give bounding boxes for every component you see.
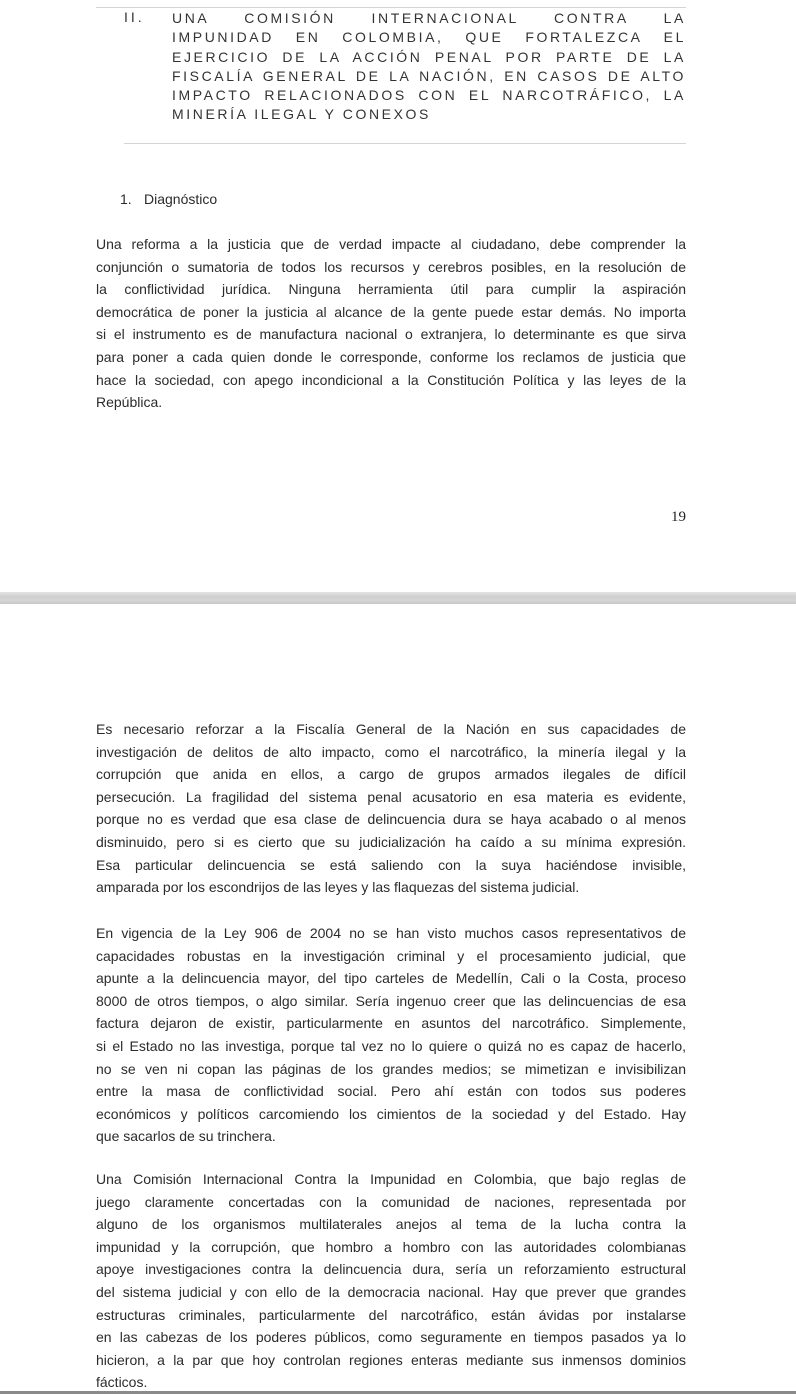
paragraph-comision xyxy=(96,1168,686,1394)
paragraph-ley-906 xyxy=(96,922,686,1148)
text-line: del sistema judicial y con ello de la democracia nacional. Hay que prever que grandes xyxy=(96,1283,686,1300)
text-line: Una reforma a la justicia que de verdad impacte al ciudadano, debe comprender la xyxy=(96,236,686,252)
text-line: disminuido, pero si es cierto que su judicialización ha caído a su mínima expresión. xyxy=(96,833,686,850)
text-line: 8000 de otros tiempos, o algo similar. Sería ingenuo creer que las delincuencias de esa xyxy=(96,992,686,1009)
subsection-label: Diagnóstico xyxy=(144,191,218,207)
text-line: amparada por los escondrijos de las leyes y las flaquezas del sistema judicial. xyxy=(96,879,580,896)
paragraph-fiscalia xyxy=(96,718,686,899)
text-line: Es necesario reforzar a la Fiscalía General de la Nación en sus capacidades de xyxy=(96,721,686,737)
text-line: alguno de los organismos multilaterales anejos al tema de la lucha contra la xyxy=(96,1216,686,1233)
text-line: impunidad y la corrupción, que hombro a hombro con las autoridades colombianas xyxy=(96,1238,686,1255)
text-line: estructuras criminales, particularmente del narcotráfico, están ávidas por instalarse xyxy=(96,1306,686,1323)
text-line: Una Comisión Internacional Contra la Impunidad en Colombia, que bajo reglas de xyxy=(96,1171,686,1187)
text-line: persecución. La fragilidad del sistema penal acusatorio en esa materia es evidente, xyxy=(96,788,686,805)
text-line: en las cabezas de los poderes públicos, como seguramente en tiempos pasados ya lo xyxy=(96,1329,686,1346)
text-line: si el instrumento es de manufactura nacional o extranjera, lo determinante es que sirva xyxy=(96,326,686,343)
text-line: investigación de delitos de alto impacto, como el narcotráfico, la minería ilegal y la xyxy=(96,743,686,760)
heading-top-rule xyxy=(96,7,686,8)
text-line: República. xyxy=(96,394,163,411)
text-line: económicos y políticos carcomiendo los cimientos de la sociedad y del Estado. Hay xyxy=(96,1105,686,1122)
paragraph-diagnostico xyxy=(96,233,686,414)
text-line: porque no es verdad que esa clase de delincuencia dura se haya acabado o al menos xyxy=(96,811,686,828)
page-number: 19 xyxy=(671,509,686,525)
text-line: capacidades robustas en la investigación criminal y el procesamiento judicial, que xyxy=(96,947,686,964)
text-line: EJERCICIO DE LA ACCIÓN PENAL POR PARTE DE LA xyxy=(172,48,686,65)
text-line: juego claramente concertadas con la comunidad de naciones, representada por xyxy=(96,1193,686,1210)
text-line: que sacarlos de su trinchera. xyxy=(96,1128,276,1145)
text-line: no se ven ni copan las páginas de los grandes medios; se mimetizan e invisibilizan xyxy=(96,1060,686,1077)
section-number: II. xyxy=(124,9,145,25)
text-line: democrática de poner la justicia al alcance de la gente puede estar demás. No importa xyxy=(96,303,686,320)
text-line: entre la masa de conflictividad social. Pero ahí están con todos sus poderes xyxy=(96,1083,686,1100)
text-line: apoye investigaciones contra la delincuencia dura, sería un reforzamiento estructural xyxy=(96,1261,686,1278)
text-line: MINERÍA ILEGAL Y CONEXOS xyxy=(172,106,431,123)
text-line: hace la sociedad, con apego incondicional a la Constitución Política y las leyes de la xyxy=(96,371,686,388)
text-line: factura dejaron de existir, particularmente en asuntos del narcotráfico. Simplemente, xyxy=(96,1015,686,1032)
text-line: UNA COMISIÓN INTERNACIONAL CONTRA LA xyxy=(172,10,686,26)
document-page-19 xyxy=(0,0,796,592)
text-line: fácticos. xyxy=(96,1374,148,1391)
text-line: IMPACTO RELACIONADOS CON EL NARCOTRÁFICO, LA xyxy=(172,87,686,104)
text-line: apunte a la delincuencia mayor, del tipo carteles de Medellín, Cali o la Costa, proceso xyxy=(96,970,686,987)
section-title xyxy=(172,9,686,125)
text-line: IMPUNIDAD EN COLOMBIA, QUE FORTALEZCA EL xyxy=(172,29,686,46)
page-separator xyxy=(0,592,796,604)
text-line: la conflictividad jurídica. Ninguna herramienta útil para cumplir la aspiración xyxy=(96,281,686,298)
text-line: Esa particular delincuencia se está saliendo con la suya haciéndose invisible, xyxy=(96,856,686,873)
subsection-heading xyxy=(120,191,217,207)
subsection-number: 1. xyxy=(120,191,132,207)
heading-bottom-rule xyxy=(124,143,686,144)
text-line: conjunción o sumatoria de todos los recursos y cerebros posibles, en la resolución de xyxy=(96,258,686,275)
document-page-20 xyxy=(0,604,796,1394)
text-line: hicieron, a la par que hoy controlan regiones enteras mediante sus inmensos dominios xyxy=(96,1351,686,1368)
text-line: para poner a cada quien donde le corresponde, conforme los reclamos de justicia que xyxy=(96,348,686,365)
text-line: corrupción que anida en ellos, a cargo de grupos armados ilegales de difícil xyxy=(96,766,686,783)
text-line: En vigencia de la Ley 906 de 2004 no se han visto muchos casos representativos de xyxy=(96,925,686,941)
text-line: si el Estado no las investiga, porque tal vez no lo quiere o quizá no es capaz de hacerlo, xyxy=(96,1037,686,1054)
text-line: FISCALÍA GENERAL DE LA NACIÓN, EN CASOS DE ALTO xyxy=(172,67,686,84)
